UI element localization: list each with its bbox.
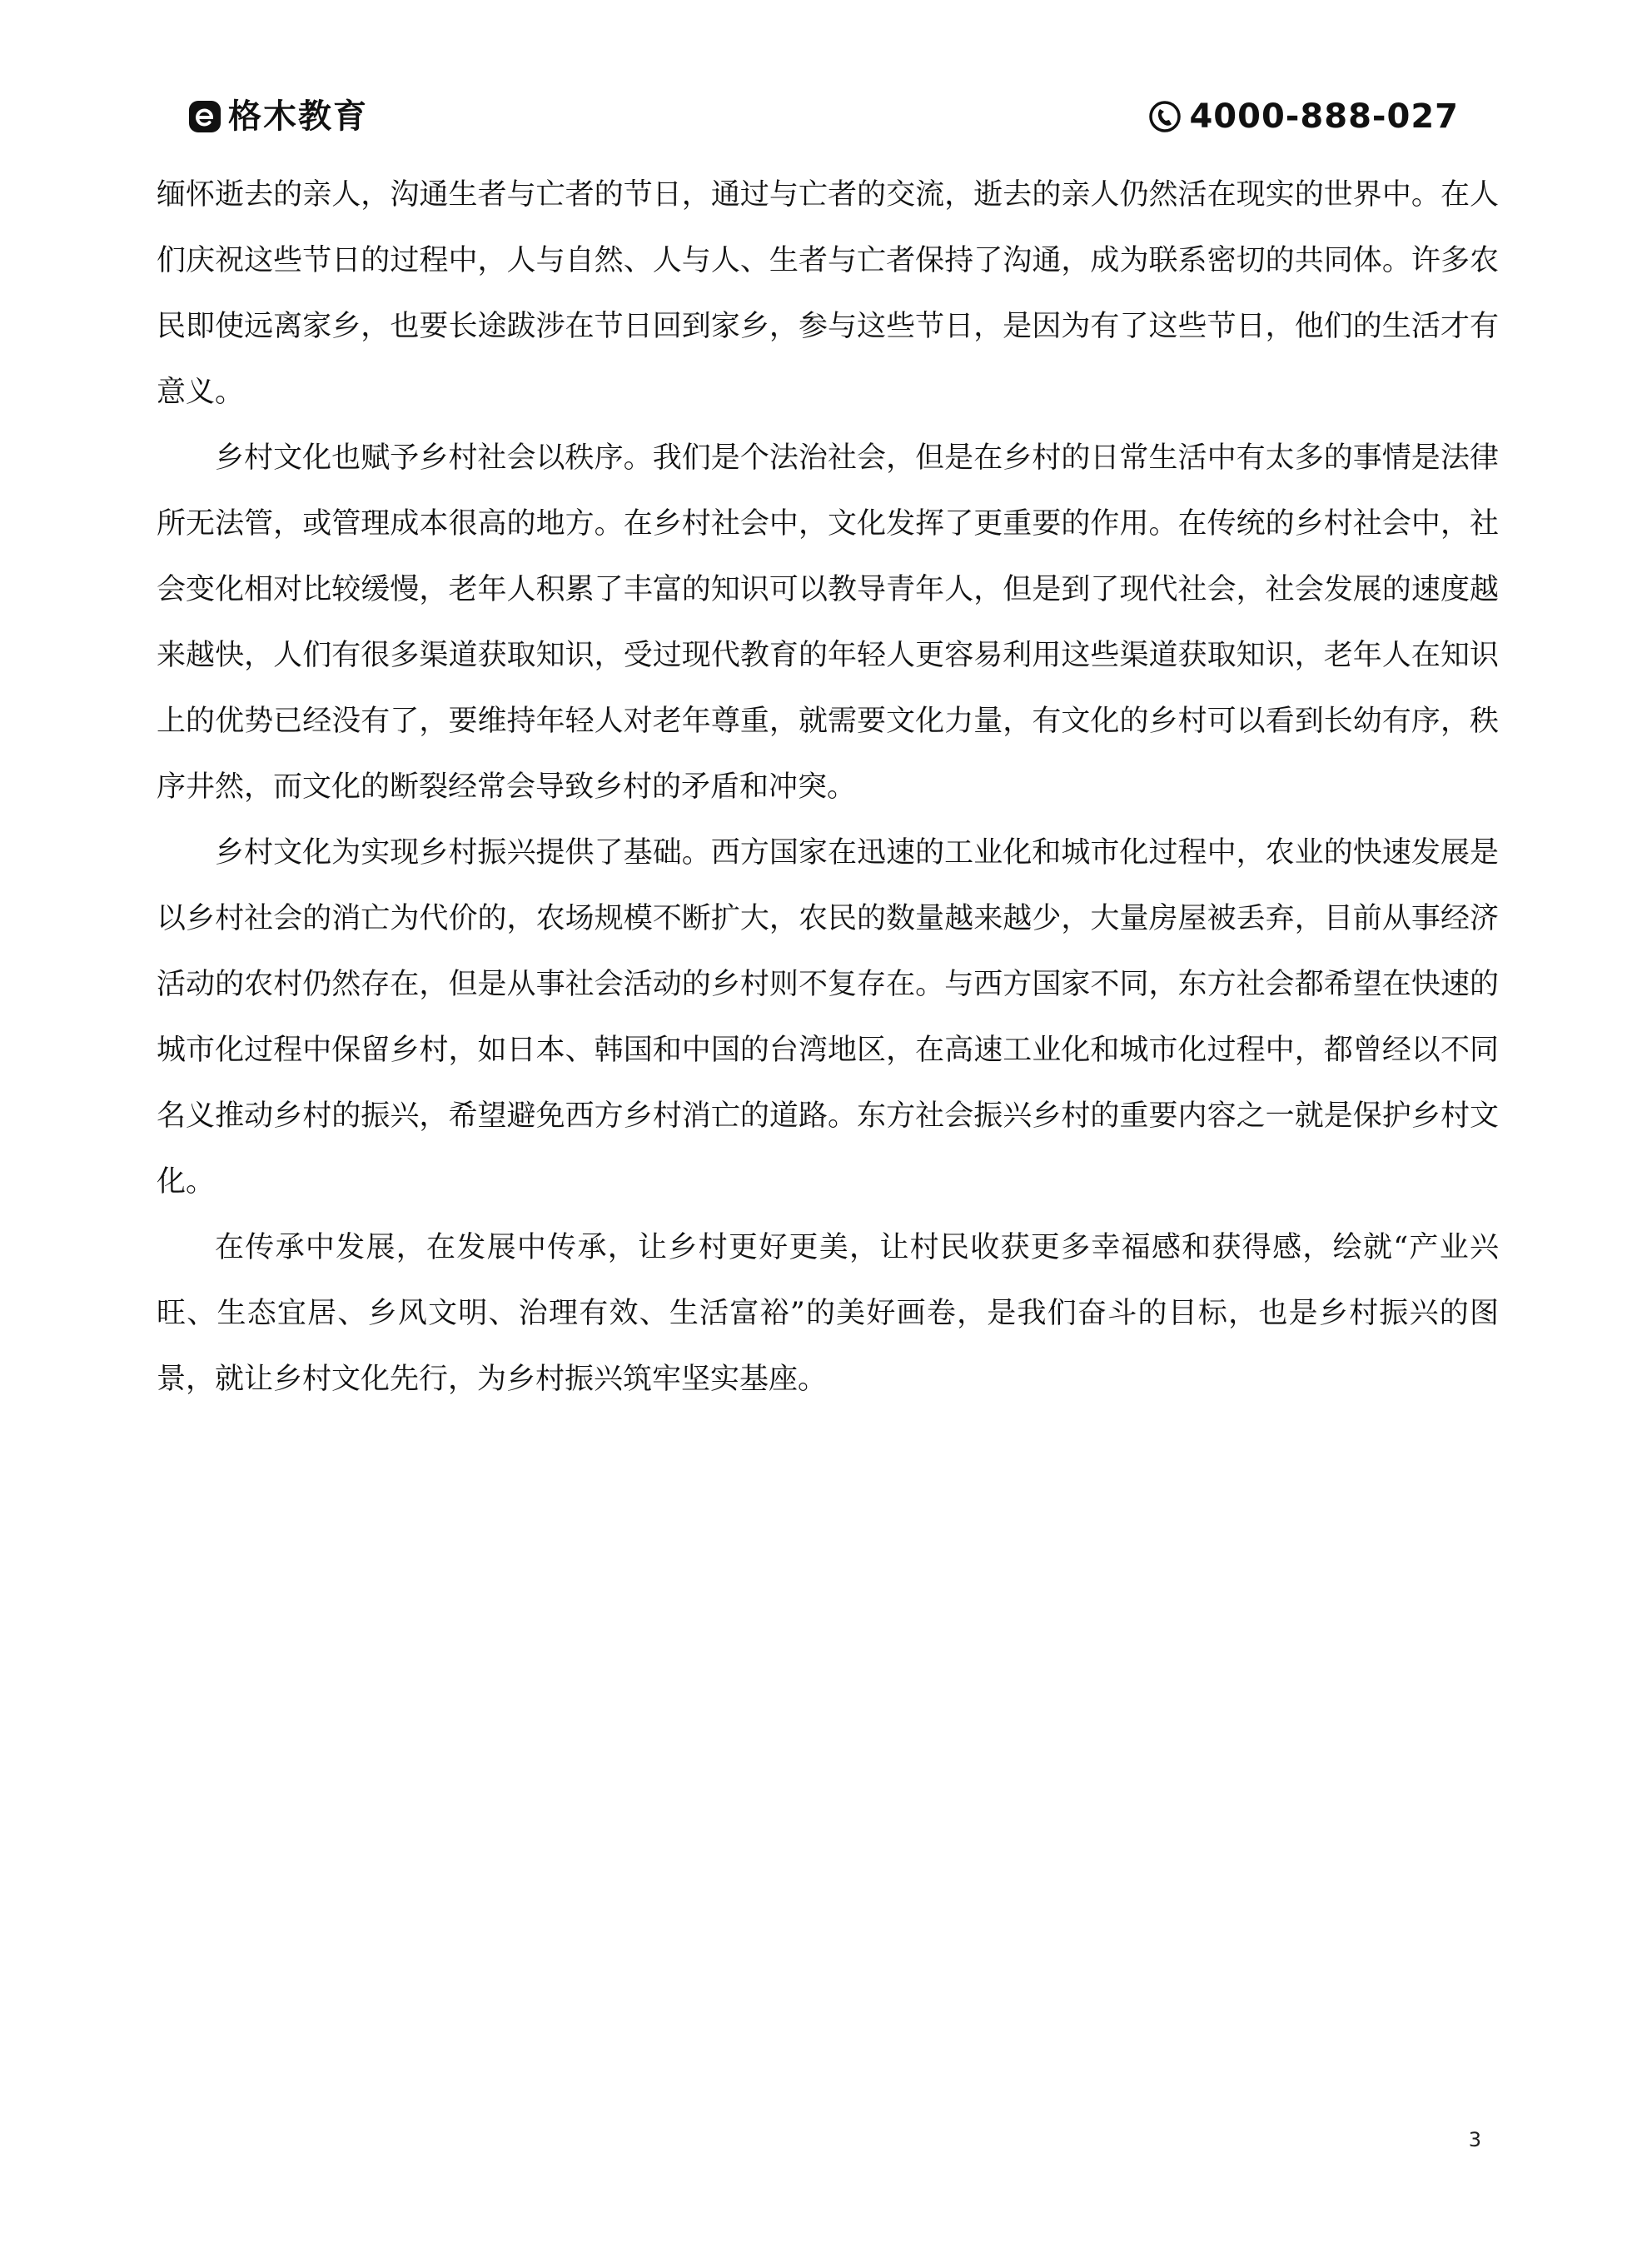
article-body xyxy=(157,162,1499,1413)
article-paragraph: 缅怀逝去的亲人，沟通生者与亡者的节日，通过与亡者的交流，逝去的亲人仍然活在现实的世界中。在人们庆祝这些节日的过程中，人与自然、人与人、生者与亡者保持了沟通，成为联系密切的共同体。许多农民即使远离家乡，也要长途跋涉在节日回到家乡，参与这些节日，是因为有了这些节日，他们的生活才有意义。 xyxy=(157,178,1499,409)
page-number: 3 xyxy=(1468,2128,1481,2151)
article-paragraph: 在传承中发展，在发展中传承，让乡村更好更美，让村民收获更多幸福感和获得感，绘就“产业兴旺、生态宜居、乡风文明、治理有效、生活富裕”的美好画卷，是我们奋斗的目标，也是乡村振兴的图景，就让乡村文化先行，为乡村振兴筑牢坚实基座。 xyxy=(157,1231,1499,1396)
page-header xyxy=(0,0,1652,167)
hotline xyxy=(1147,93,1459,140)
article-paragraph: 乡村文化为实现乡村振兴提供了基础。西方国家在迅速的工业化和城市化过程中，农业的快速发展是以乡村社会的消亡为代价的，农场规模不断扩大，农民的数量越来越少，大量房屋被丢弃，目前从事经济活动的农村仍然存在，但是从事社会活动的乡村则不复存在。与西方国家不同，东方社会都希望在快速的城市化过程中保留乡村，如日本、韩国和中国的台湾地区，在高速工业化和城市化过程中，都曾经以不同名义推动乡村的振兴，希望避免西方乡村消亡的道路。东方社会振兴乡村的重要内容之一就是保护乡村文化。 xyxy=(157,836,1499,1199)
phone-icon xyxy=(1147,99,1182,134)
e-logo-icon xyxy=(188,100,221,133)
brand xyxy=(188,93,368,140)
hotline-number: 4000-888-027 xyxy=(1189,97,1459,136)
article-paragraph: 乡村文化也赋予乡村社会以秩序。我们是个法治社会，但是在乡村的日常生活中有太多的事情是法律所无法管，或管理成本很高的地方。在乡村社会中，文化发挥了更重要的作用。在传统的乡村社会中，社会变化相对比较缓慢，老年人积累了丰富的知识可以教导青年人，但是到了现代社会，社会发展的速度越来越快，人们有很多渠道获取知识，受过现代教育的年轻人更容易利用这些渠道获取知识，老年人在知识上的优势已经没有了，要维持年轻人对老年尊重，就需要文化力量，有文化的乡村可以看到长幼有序，秩序井然，而文化的断裂经常会导致乡村的矛盾和冲突。 xyxy=(157,441,1499,804)
brand-name: 格木教育 xyxy=(228,97,368,136)
